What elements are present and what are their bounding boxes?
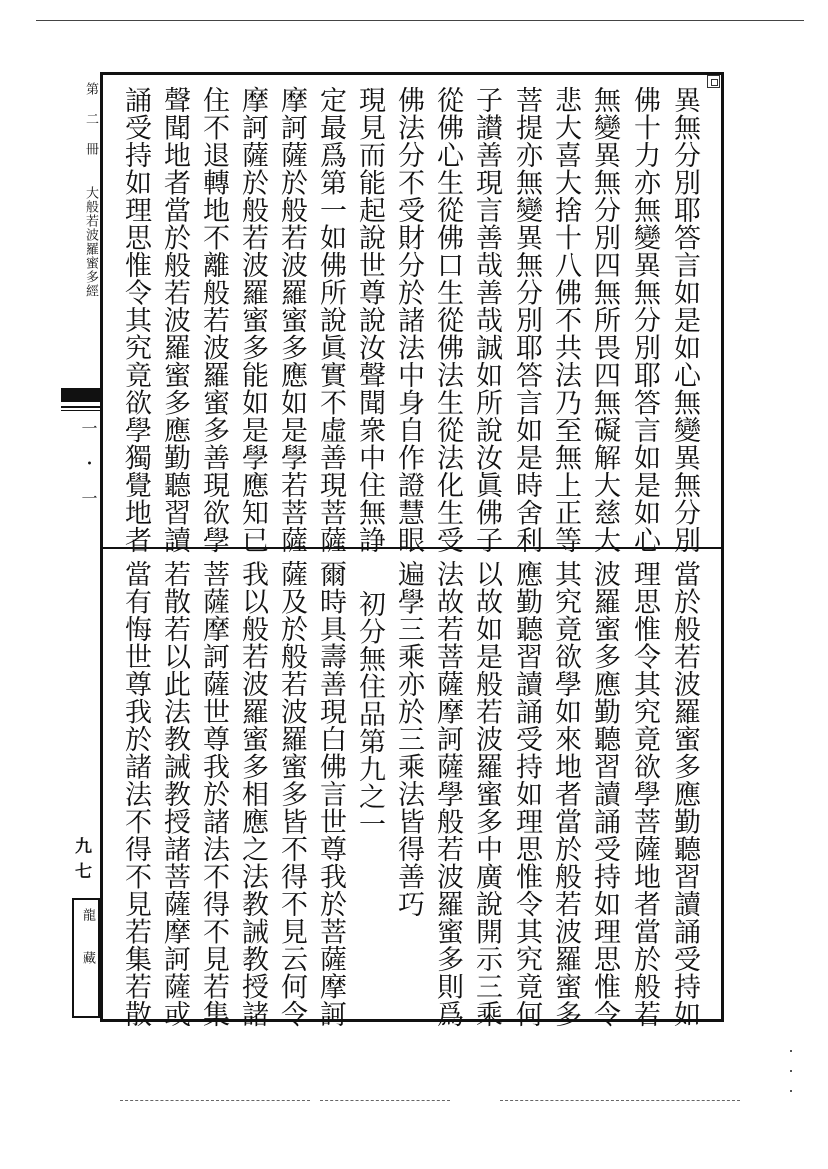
text-column: 定最爲第一如佛所說眞實不虛善現菩薩 xyxy=(315,86,346,554)
text-column: 薩及於般若波羅蜜多皆不得不見云何令 xyxy=(276,560,307,1028)
text-column: 異無分別耶答言如是如心無變異無分別 xyxy=(669,86,700,554)
text-column: 若散若以此法教誡教授諸菩薩摩訶薩或 xyxy=(159,560,190,1028)
text-column: 當於般若波羅蜜多應勤聽習讀誦受持如 xyxy=(669,560,700,1028)
margin-marker-bar xyxy=(61,388,100,402)
text-column: 悲大喜大捨十八佛不共法乃至無上正等 xyxy=(550,86,581,554)
text-column: 誦受持如理思惟令其究竟欲學獨覺地者 xyxy=(120,86,151,554)
chapter-number: 一 ・ 一 xyxy=(79,420,98,506)
text-column: 菩提亦無變異無分別耶答言如是時舍利 xyxy=(511,86,542,554)
scan-artifact-line xyxy=(320,1100,450,1101)
text-column: 摩訶薩於般若波羅蜜多應如是學若菩薩 xyxy=(276,86,307,554)
text-column: 子讃善現言善哉善哉誠如所說汝眞佛子 xyxy=(471,86,502,554)
scan-top-rule xyxy=(36,20,804,21)
text-column: 現見而能起說世尊說汝聲聞衆中住無諍 xyxy=(354,86,385,554)
text-column: 法故若菩薩摩訶薩學般若波羅蜜多則爲 xyxy=(432,560,463,1028)
margin-marker-line xyxy=(61,406,100,408)
text-column: 從佛心生從佛口生從佛法生從法化生受 xyxy=(432,86,463,554)
chapter-heading: 初分無住品第九之一 xyxy=(354,590,385,838)
publisher-stamp-box xyxy=(72,898,100,1018)
publisher-label: 龍藏 xyxy=(80,908,95,994)
text-column: 其究竟欲學如來地者當於般若波羅蜜多 xyxy=(550,560,581,1028)
text-column: 摩訶薩於般若波羅蜜多能如是學應知已 xyxy=(237,86,268,554)
text-column: 波羅蜜多應勤聽習讀誦受持如理思惟令 xyxy=(589,560,620,1028)
text-column: 當有悔世尊我於諸法不得不見若集若散 xyxy=(120,560,151,1028)
scan-artifact-dot xyxy=(790,1070,792,1072)
margin-marker-line-thin xyxy=(61,410,100,411)
scan-artifact-line xyxy=(120,1100,310,1101)
text-column: 遍學三乘亦於三乘法皆得善巧 xyxy=(393,560,424,918)
text-column: 爾時具壽善現白佛言世尊我於菩薩摩訶 xyxy=(315,560,346,1028)
text-column: 佛十力亦無變異無分別耶答言如是如心 xyxy=(629,86,660,554)
text-column: 菩薩摩訶薩世尊我於諸法不得不見若集 xyxy=(198,560,229,1028)
text-column: 理思惟令其究竟欲學菩薩地者當於般若 xyxy=(629,560,660,1028)
page-number: 九七 xyxy=(75,837,93,882)
scan-artifact-line xyxy=(500,1100,740,1101)
scan-artifact-dot xyxy=(790,1050,792,1052)
text-column: 聲聞地者當於般若波羅蜜多應勤聽習讀 xyxy=(159,86,190,554)
text-column: 無變異無分別四無所畏四無礙解大慈大 xyxy=(589,86,620,554)
volume-title: 第 二 冊 大般若波羅蜜多經 xyxy=(83,82,98,298)
text-column: 我以般若波羅蜜多相應之法教誡教授諸 xyxy=(237,560,268,1028)
scan-artifact-dot xyxy=(790,1090,792,1092)
text-column: 應勤聽習讀誦受持如理思惟令其究竟何 xyxy=(511,560,542,1028)
frame-corner-ornament xyxy=(707,75,720,88)
text-column: 住不退轉地不離般若波羅蜜多善現欲學 xyxy=(198,86,229,554)
text-column: 佛法分不受財分於諸法中身自作證慧眼 xyxy=(393,86,424,554)
text-column: 以故如是般若波羅蜜多中廣說開示三乘 xyxy=(471,560,502,1028)
